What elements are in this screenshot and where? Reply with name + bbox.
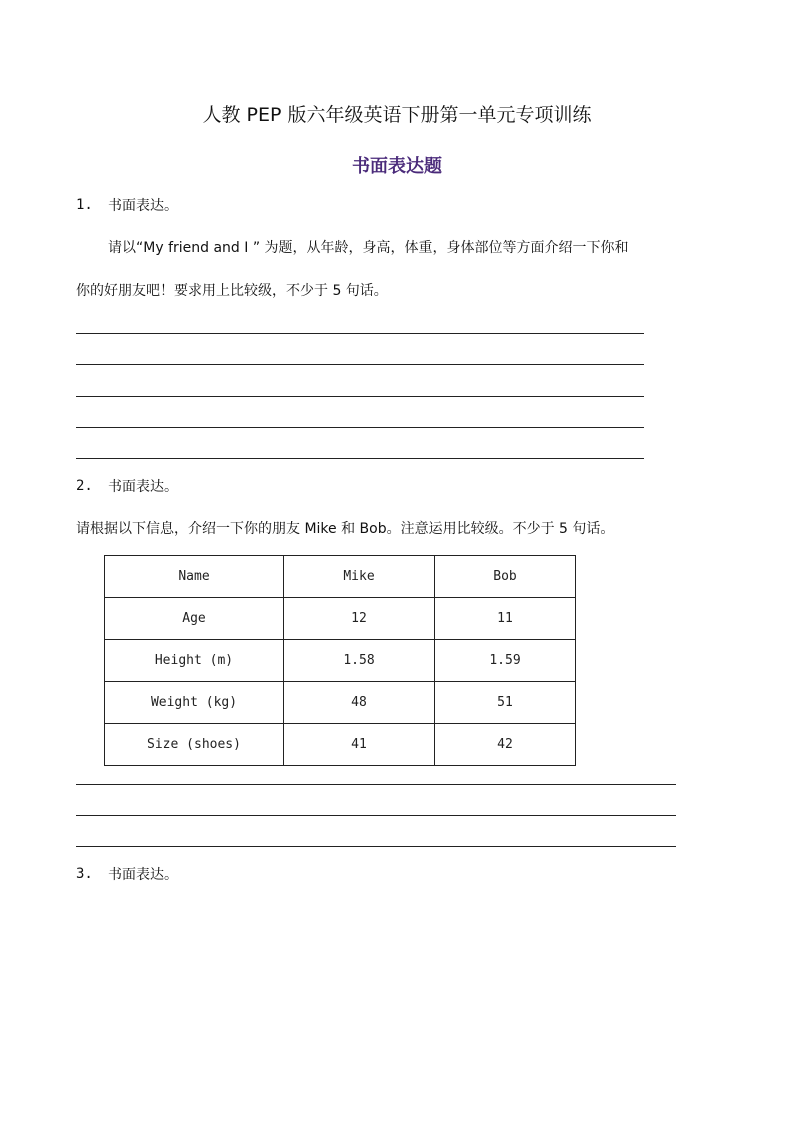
question-1-label: 书面表达。 <box>108 198 178 214</box>
table-cell: 42 <box>435 724 576 766</box>
answer-line[interactable] <box>76 458 644 459</box>
table-cell: Name <box>105 556 284 598</box>
answer-line[interactable] <box>76 364 644 365</box>
table-cell: Bob <box>435 556 576 598</box>
table-cell: 48 <box>284 682 435 724</box>
table-row <box>105 682 576 724</box>
table-cell: 12 <box>284 598 435 640</box>
section-subtitle: 书面表达题 <box>352 156 442 177</box>
table-cell: Height (m) <box>105 640 284 682</box>
question-1-prompt-line2: 你的好朋友吧！要求用上比较级，不少于 5 句话。 <box>76 283 388 299</box>
table-cell: 41 <box>284 724 435 766</box>
question-1-prompt-line1: 请以“My friend and I ” 为题，从年龄，身高，体重，身体部位等方面介绍一下你和 <box>108 240 629 256</box>
table-row <box>105 640 576 682</box>
answer-line[interactable] <box>76 784 676 785</box>
table-cell: 51 <box>435 682 576 724</box>
table-row <box>105 724 576 766</box>
table-cell: Size (shoes) <box>105 724 284 766</box>
answer-line[interactable] <box>76 815 676 816</box>
question-3-label: 书面表达。 <box>108 867 178 883</box>
answer-line[interactable] <box>76 846 676 847</box>
table-cell: 11 <box>435 598 576 640</box>
answer-line[interactable] <box>76 333 644 334</box>
question-2-label: 书面表达。 <box>108 479 178 495</box>
table-row <box>105 598 576 640</box>
table-cell: 1.59 <box>435 640 576 682</box>
question-2-number: 2. <box>76 478 93 494</box>
answer-line[interactable] <box>76 396 644 397</box>
table-cell: Mike <box>284 556 435 598</box>
question-3-number: 3. <box>76 866 93 882</box>
table-cell: 1.58 <box>284 640 435 682</box>
table-cell: Weight (kg) <box>105 682 284 724</box>
answer-line[interactable] <box>76 427 644 428</box>
question-1-number: 1. <box>76 197 93 213</box>
question-2-prompt: 请根据以下信息，介绍一下你的朋友 Mike 和 Bob。注意运用比较级。不少于 5 句话。 <box>76 521 615 537</box>
info-table <box>104 555 576 766</box>
table-cell: Age <box>105 598 284 640</box>
page-title: 人教 PEP 版六年级英语下册第一单元专项训练 <box>202 104 592 126</box>
table-header-row <box>105 556 576 598</box>
